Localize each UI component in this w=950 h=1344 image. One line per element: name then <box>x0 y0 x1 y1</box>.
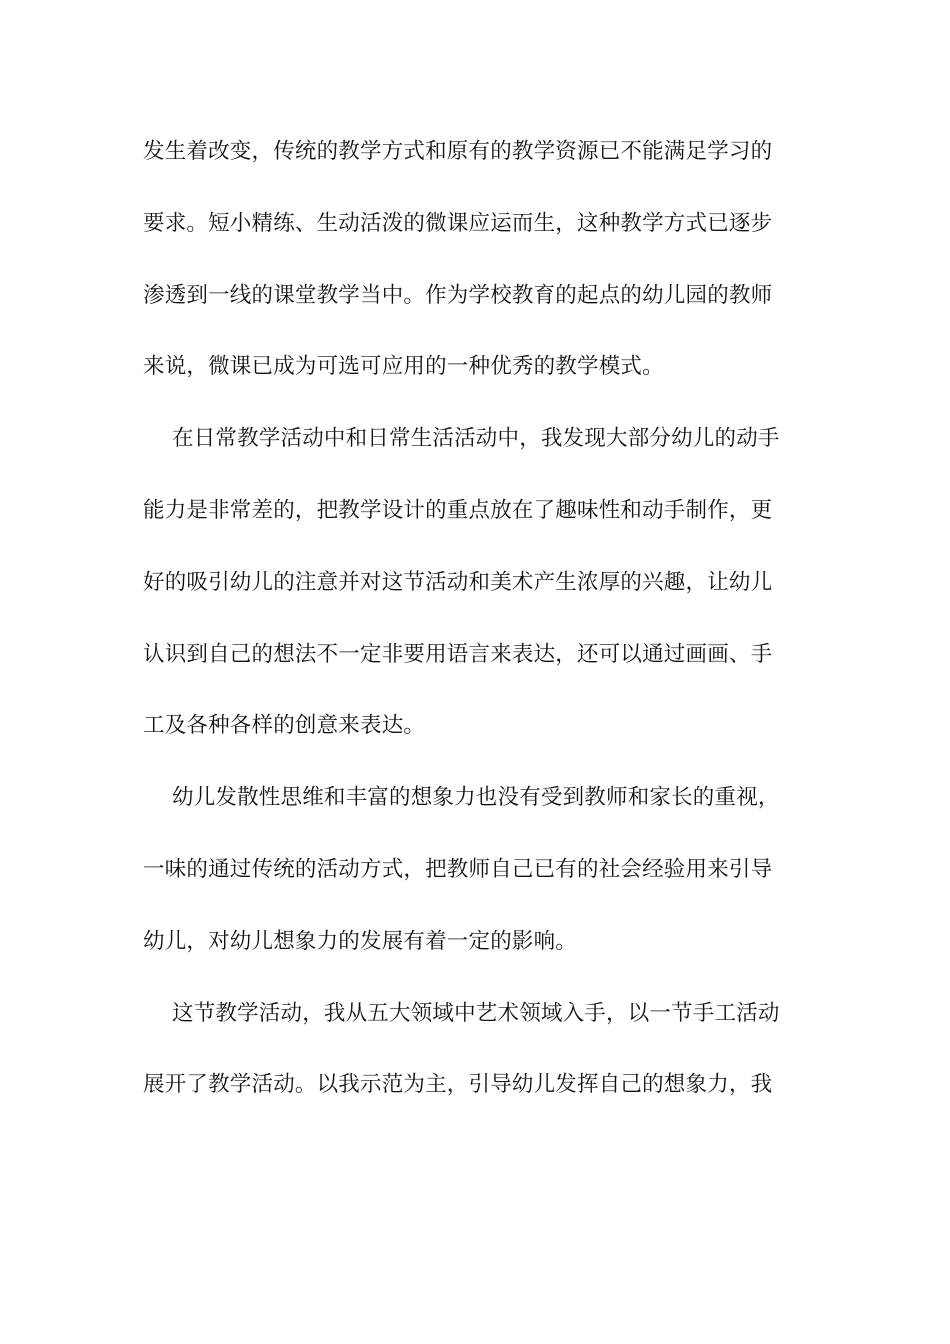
text-line: 工及各种各样的创意来表达。 <box>143 713 426 739</box>
paragraph-start-line: 这节教学活动，我从五大领域中艺术领域入手，以一节手工活动 <box>172 1000 780 1026</box>
text-line: 能力是非常差的，把教学设计的重点放在了趣味性和动手制作，更 <box>143 497 773 523</box>
text-line: 展开了教学活动。以我示范为主，引导幼儿发挥自己的想象力，我 <box>143 1072 773 1098</box>
text-line: 好的吸引幼儿的注意并对这节活动和美术产生浓厚的兴趣，让幼儿 <box>143 569 773 595</box>
text-line: 要求。短小精练、生动活泼的微课应运而生，这种教学方式已逐步 <box>143 210 773 236</box>
text-line: 一味的通过传统的活动方式，把教师自己已有的社会经验用来引导 <box>143 856 773 882</box>
paragraph-start-line: 在日常教学活动中和日常生活活动中，我发现大部分幼儿的动手 <box>172 426 780 452</box>
document-body <box>143 120 803 1125</box>
text-line: 认识到自己的想法不一定非要用语言来表达，还可以通过画画、手 <box>143 641 773 667</box>
text-line: 来说，微课已成为可选可应用的一种优秀的教学模式。 <box>143 354 664 380</box>
paragraph-start-line: 幼儿发散性思维和丰富的想象力也没有受到教师和家长的重视， <box>172 785 780 811</box>
text-line: 渗透到一线的课堂教学当中。作为学校教育的起点的幼儿园的教师 <box>143 282 773 308</box>
text-line: 发生着改变，传统的教学方式和原有的教学资源已不能满足学习的 <box>143 139 773 164</box>
text-line: 幼儿，对幼儿想象力的发展有着一定的影响。 <box>143 928 578 954</box>
